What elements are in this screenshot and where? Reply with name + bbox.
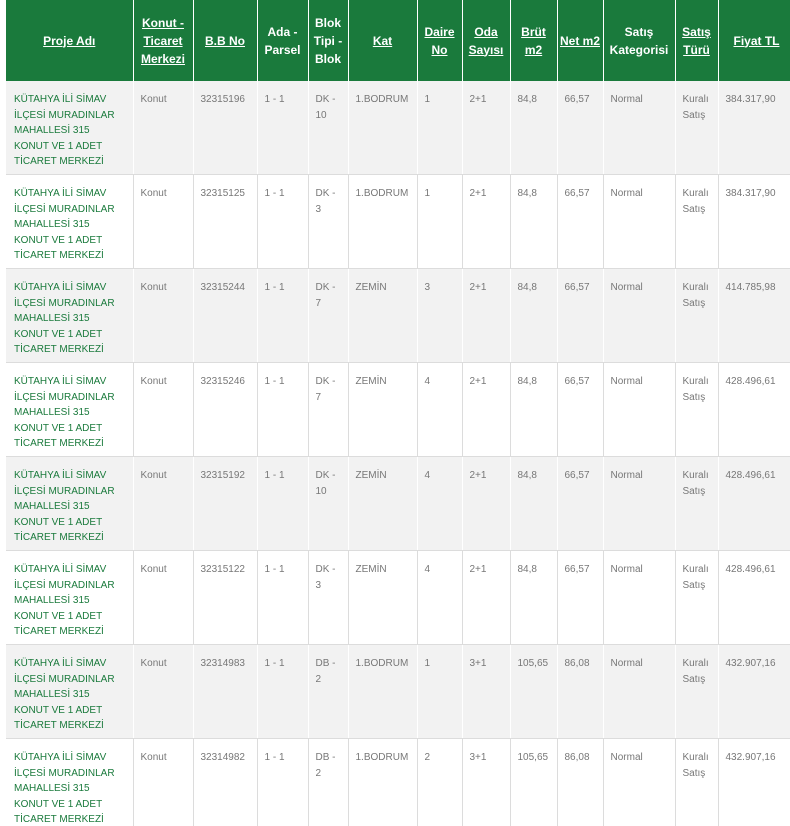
block-cell: DK - 7 bbox=[308, 269, 348, 363]
table-body bbox=[6, 81, 790, 826]
column-header-label: Net m2 bbox=[559, 33, 600, 48]
table-row[interactable] bbox=[6, 363, 790, 457]
room-count-cell: 2+1 bbox=[462, 175, 510, 269]
floor-cell: ZEMİN bbox=[348, 551, 417, 645]
block-cell: DK - 10 bbox=[308, 457, 348, 551]
room-count-cell: 2+1 bbox=[462, 551, 510, 645]
sale-category-cell: Normal bbox=[603, 81, 675, 175]
sale-category-cell: Normal bbox=[603, 269, 675, 363]
block-cell: DK - 3 bbox=[308, 175, 348, 269]
unit-number-cell: 4 bbox=[417, 457, 462, 551]
column-header[interactable] bbox=[6, 0, 133, 81]
net-area-cell: 86,08 bbox=[557, 739, 603, 826]
column-header[interactable] bbox=[510, 0, 557, 81]
project-name-cell[interactable]: KÜTAHYA İLİ SİMAV İLÇESİ MURADINLAR MAHALLESİ 315 KONUT VE 1 ADET TİCARET MERKEZİ bbox=[6, 645, 133, 739]
table-header-row bbox=[6, 0, 790, 81]
project-name-cell[interactable]: KÜTAHYA İLİ SİMAV İLÇESİ MURADINLAR MAHALLESİ 315 KONUT VE 1 ADET TİCARET MERKEZİ bbox=[6, 175, 133, 269]
room-count-cell: 2+1 bbox=[462, 269, 510, 363]
type-cell: Konut bbox=[133, 363, 193, 457]
column-header[interactable] bbox=[193, 0, 257, 81]
column-header-label: Ada - Parsel bbox=[264, 24, 301, 57]
sale-type-cell: Kuralı Satış bbox=[675, 363, 718, 457]
bb-number-cell: 32314983 bbox=[193, 645, 257, 739]
column-header bbox=[603, 0, 675, 81]
ada-parsel-cell: 1 - 1 bbox=[257, 269, 308, 363]
column-header-label: Oda Sayısı bbox=[468, 24, 504, 57]
net-area-cell: 66,57 bbox=[557, 81, 603, 175]
column-header-label: B.B No bbox=[205, 33, 245, 48]
column-header-label: Blok Tipi - Blok bbox=[313, 15, 343, 66]
unit-number-cell: 1 bbox=[417, 175, 462, 269]
bb-number-cell: 32314982 bbox=[193, 739, 257, 826]
column-header-label: Brüt m2 bbox=[521, 24, 546, 57]
type-cell: Konut bbox=[133, 269, 193, 363]
project-name-cell[interactable]: KÜTAHYA İLİ SİMAV İLÇESİ MURADINLAR MAHALLESİ 315 KONUT VE 1 ADET TİCARET MERKEZİ bbox=[6, 551, 133, 645]
sale-category-cell: Normal bbox=[603, 363, 675, 457]
unit-number-cell: 3 bbox=[417, 269, 462, 363]
bb-number-cell: 32315196 bbox=[193, 81, 257, 175]
sale-type-cell: Kuralı Satış bbox=[675, 457, 718, 551]
room-count-cell: 2+1 bbox=[462, 81, 510, 175]
block-cell: DB - 2 bbox=[308, 645, 348, 739]
price-cell: 428.496,61 bbox=[718, 363, 790, 457]
net-area-cell: 66,57 bbox=[557, 363, 603, 457]
price-cell: 414.785,98 bbox=[718, 269, 790, 363]
gross-area-cell: 105,65 bbox=[510, 645, 557, 739]
sale-category-cell: Normal bbox=[603, 645, 675, 739]
bb-number-cell: 32315192 bbox=[193, 457, 257, 551]
sale-type-cell: Kuralı Satış bbox=[675, 645, 718, 739]
column-header-label: Satış Kategorisi bbox=[609, 24, 669, 57]
net-area-cell: 66,57 bbox=[557, 551, 603, 645]
type-cell: Konut bbox=[133, 551, 193, 645]
floor-cell: 1.BODRUM bbox=[348, 739, 417, 826]
column-header-label: Fiyat TL bbox=[733, 33, 780, 48]
ada-parsel-cell: 1 - 1 bbox=[257, 551, 308, 645]
unit-number-cell: 4 bbox=[417, 363, 462, 457]
floor-cell: 1.BODRUM bbox=[348, 81, 417, 175]
sale-type-cell: Kuralı Satış bbox=[675, 175, 718, 269]
column-header-label: Satış Türü bbox=[682, 24, 711, 57]
unit-number-cell: 4 bbox=[417, 551, 462, 645]
table-row[interactable] bbox=[6, 551, 790, 645]
project-name-cell[interactable]: KÜTAHYA İLİ SİMAV İLÇESİ MURADINLAR MAHALLESİ 315 KONUT VE 1 ADET TİCARET MERKEZİ bbox=[6, 81, 133, 175]
price-cell: 384.317,90 bbox=[718, 81, 790, 175]
column-header[interactable] bbox=[557, 0, 603, 81]
column-header-label: Kat bbox=[372, 33, 393, 48]
ada-parsel-cell: 1 - 1 bbox=[257, 363, 308, 457]
column-header bbox=[308, 0, 348, 81]
room-count-cell: 3+1 bbox=[462, 645, 510, 739]
net-area-cell: 66,57 bbox=[557, 269, 603, 363]
gross-area-cell: 84,8 bbox=[510, 551, 557, 645]
ada-parsel-cell: 1 - 1 bbox=[257, 175, 308, 269]
bb-number-cell: 32315244 bbox=[193, 269, 257, 363]
table-row[interactable] bbox=[6, 81, 790, 175]
net-area-cell: 86,08 bbox=[557, 645, 603, 739]
net-area-cell: 66,57 bbox=[557, 457, 603, 551]
gross-area-cell: 84,8 bbox=[510, 457, 557, 551]
ada-parsel-cell: 1 - 1 bbox=[257, 739, 308, 826]
ada-parsel-cell: 1 - 1 bbox=[257, 457, 308, 551]
floor-cell: 1.BODRUM bbox=[348, 645, 417, 739]
sale-category-cell: Normal bbox=[603, 175, 675, 269]
bb-number-cell: 32315122 bbox=[193, 551, 257, 645]
type-cell: Konut bbox=[133, 645, 193, 739]
block-cell: DK - 7 bbox=[308, 363, 348, 457]
sale-type-cell: Kuralı Satış bbox=[675, 81, 718, 175]
column-header-label: Konut - Ticaret Merkezi bbox=[140, 15, 186, 66]
column-header-label: Daire No bbox=[424, 24, 455, 57]
price-cell: 428.496,61 bbox=[718, 551, 790, 645]
block-cell: DK - 3 bbox=[308, 551, 348, 645]
floor-cell: 1.BODRUM bbox=[348, 175, 417, 269]
column-header bbox=[257, 0, 308, 81]
column-header[interactable] bbox=[133, 0, 193, 81]
type-cell: Konut bbox=[133, 175, 193, 269]
room-count-cell: 2+1 bbox=[462, 457, 510, 551]
sale-type-cell: Kuralı Satış bbox=[675, 739, 718, 826]
table-row[interactable] bbox=[6, 645, 790, 739]
sale-category-cell: Normal bbox=[603, 739, 675, 826]
gross-area-cell: 84,8 bbox=[510, 175, 557, 269]
price-cell: 432.907,16 bbox=[718, 739, 790, 826]
type-cell: Konut bbox=[133, 457, 193, 551]
column-header[interactable] bbox=[462, 0, 510, 81]
bb-number-cell: 32315246 bbox=[193, 363, 257, 457]
column-header[interactable] bbox=[718, 0, 790, 81]
table-row[interactable] bbox=[6, 269, 790, 363]
floor-cell: ZEMİN bbox=[348, 363, 417, 457]
sale-type-cell: Kuralı Satış bbox=[675, 551, 718, 645]
table-row[interactable] bbox=[6, 739, 790, 826]
floor-cell: ZEMİN bbox=[348, 269, 417, 363]
ada-parsel-cell: 1 - 1 bbox=[257, 81, 308, 175]
column-header-label: Proje Adı bbox=[43, 33, 96, 48]
column-header[interactable] bbox=[675, 0, 718, 81]
gross-area-cell: 84,8 bbox=[510, 363, 557, 457]
floor-cell: ZEMİN bbox=[348, 457, 417, 551]
results-table bbox=[6, 0, 790, 826]
bb-number-cell: 32315125 bbox=[193, 175, 257, 269]
sale-type-cell: Kuralı Satış bbox=[675, 269, 718, 363]
table-row[interactable] bbox=[6, 175, 790, 269]
block-cell: DB - 2 bbox=[308, 739, 348, 826]
gross-area-cell: 105,65 bbox=[510, 739, 557, 826]
price-cell: 432.907,16 bbox=[718, 645, 790, 739]
ada-parsel-cell: 1 - 1 bbox=[257, 645, 308, 739]
price-cell: 428.496,61 bbox=[718, 457, 790, 551]
gross-area-cell: 84,8 bbox=[510, 81, 557, 175]
room-count-cell: 3+1 bbox=[462, 739, 510, 826]
table-row[interactable] bbox=[6, 457, 790, 551]
block-cell: DK - 10 bbox=[308, 81, 348, 175]
sale-category-cell: Normal bbox=[603, 551, 675, 645]
column-header[interactable] bbox=[348, 0, 417, 81]
room-count-cell: 2+1 bbox=[462, 363, 510, 457]
price-cell: 384.317,90 bbox=[718, 175, 790, 269]
project-name-cell[interactable]: KÜTAHYA İLİ SİMAV İLÇESİ MURADINLAR MAHALLESİ 315 KONUT VE 1 ADET TİCARET MERKEZİ bbox=[6, 739, 133, 826]
unit-number-cell: 1 bbox=[417, 645, 462, 739]
project-name-cell[interactable]: KÜTAHYA İLİ SİMAV İLÇESİ MURADINLAR MAHALLESİ 315 KONUT VE 1 ADET TİCARET MERKEZİ bbox=[6, 457, 133, 551]
unit-number-cell: 1 bbox=[417, 81, 462, 175]
sale-category-cell: Normal bbox=[603, 457, 675, 551]
unit-number-cell: 2 bbox=[417, 739, 462, 826]
column-header[interactable] bbox=[417, 0, 462, 81]
type-cell: Konut bbox=[133, 739, 193, 826]
project-name-cell[interactable]: KÜTAHYA İLİ SİMAV İLÇESİ MURADINLAR MAHALLESİ 315 KONUT VE 1 ADET TİCARET MERKEZİ bbox=[6, 363, 133, 457]
gross-area-cell: 84,8 bbox=[510, 269, 557, 363]
net-area-cell: 66,57 bbox=[557, 175, 603, 269]
project-name-cell[interactable]: KÜTAHYA İLİ SİMAV İLÇESİ MURADINLAR MAHALLESİ 315 KONUT VE 1 ADET TİCARET MERKEZİ bbox=[6, 269, 133, 363]
type-cell: Konut bbox=[133, 81, 193, 175]
